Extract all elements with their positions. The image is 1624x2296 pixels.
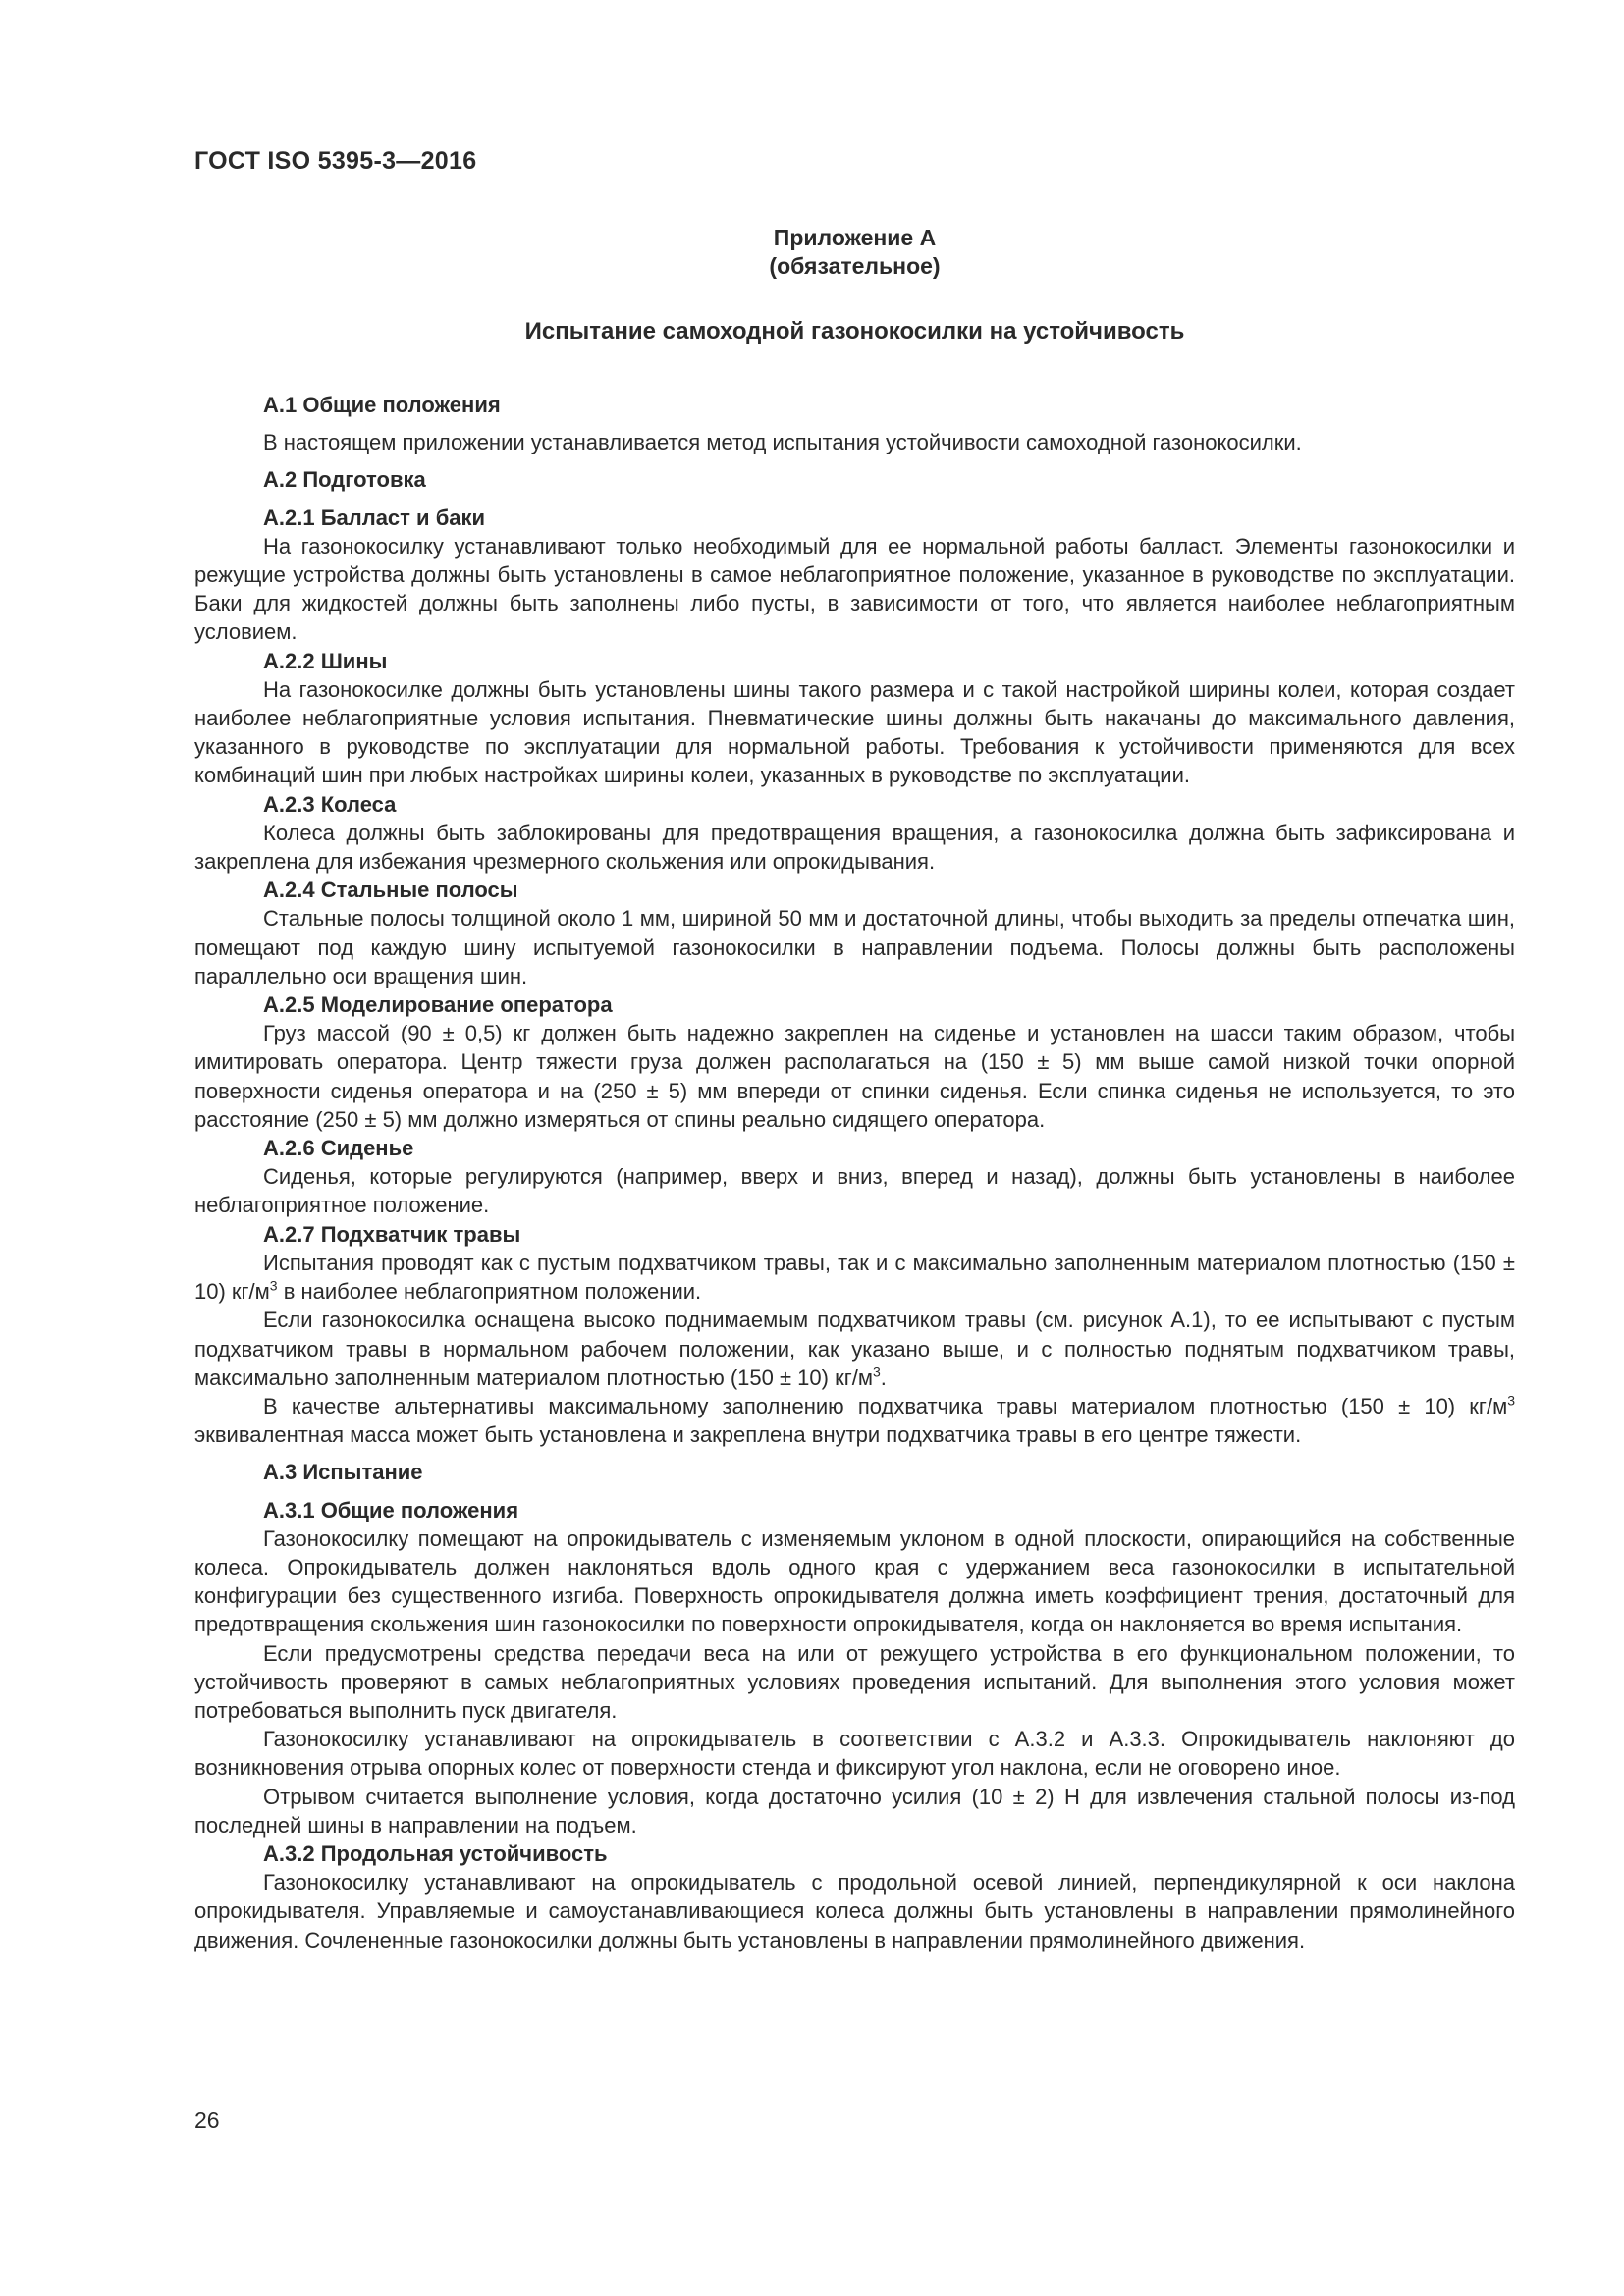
paragraph-a31-4: Отрывом считается выполнение условия, когда достаточно усилия (10 ± 2) Н для извлечения стальной полосы из-под последней шины в направлении на подъем. [194,1784,1515,1838]
page-number: 26 [194,2108,220,2133]
paragraph-a31-2: Если предусмотрены средства передачи веса на или от режущего устройства в его функциональном положении, то устойчивость проверяют в самых неблагоприятных условиях проведения испытаний. Для выполнения этого условия может потребоваться выполнить пуск двигателя. [194,1640,1515,1723]
annex-heading [194,224,1515,281]
paragraph-a32: Газонокосилку устанавливают на опрокидыватель с продольной осевой линией, перпендикулярной к оси наклона опрокидывателя. Управляемые и самоустанавливающиеся колеса должны быть установлены в направлении прямолинейного движения. Сочлененные газонокосилки должны быть установлены в направлении прямолинейного движения. [194,1870,1515,1952]
subsection-heading-a24: А.2.4 Стальные полосы [263,878,518,903]
paragraph-a24: Стальные полосы толщиной около 1 мм, шириной 50 мм и достаточной длины, чтобы выходить за пределы отпечатка шин, помещают под каждую шину испытуемой газонокосилки в направлении подъема. Полосы должны быть расположены параллельно оси вращения шин. [194,906,1515,988]
subsection-heading-a26: А.2.6 Сиденье [263,1136,414,1161]
paragraph-a27-3: В качестве альтернативы максимальному заполнению подхватчика травы материалом плотностью (150 ± 10) $кг/м^3$ эквивалентная масса может быть установлена и закреплена внутри подхватчика травы в его центре тяжести. [194,1392,1515,1448]
annex-label: Приложение А [773,225,937,250]
paragraph-a26: Сиденья, которые регулируются (например, вверх и вниз, вперед и назад), должны быть установлены в наиболее неблагоприятное положение. [194,1164,1515,1218]
paragraph-a23: Колеса должны быть заблокированы для предотвращения вращения, а газонокосилка должна быть зафиксирована и закреплена для избежания чрезмерного скольжения или опрокидывания. [194,820,1515,875]
paragraph-a25: Груз массой (90 ± 0,5) кг должен быть надежно закреплен на сиденье и установлен на шасси таким образом, чтобы имитировать оператора. Центр тяжести груза должен располагаться на (150 ± 5) мм выше самой низкой точки опорной поверхности сиденья оператора и на (250 ± 5) мм впереди от спинки сиденья. Если спинка сиденья не используется, то это расстояние (250 ± 5) мм должно измеряться от спины реально сидящего оператора. [194,1021,1515,1132]
annex-status: (обязательное) [769,253,941,279]
paragraph-a27-2: Если газонокосилка оснащена высоко поднимаемым подхватчиком травы (см. рисунок А.1), то ее испытывают с пустым подхватчиком травы в нормальном рабочем положении, как указано выше, и с полностью поднятым подхватчиком травы, максимально заполненным материалом плотностью (150 ± 10) $кг/м^3$. [194,1308,1515,1390]
section-heading-a1: А.1 Общие положения [263,393,501,417]
subsection-heading-a32: А.3.2 Продольная устойчивость [263,1841,608,1866]
document-code-header: ГОСТ ISO 5395-3—2016 [194,147,477,175]
document-body [194,391,1515,1954]
paragraph-a21: На газонокосилку устанавливают только необходимый для ее нормальной работы балласт. Элементы газонокосилки и режущие устройства должны быть установлены в самое неблагоприятное положение, указанное в руководстве по эксплуатации. Баки для жидкостей должны быть заполнены либо пусты, в зависимости от того, что является наиболее неблагоприятным условием. [194,533,1515,645]
subsection-heading-a27: А.2.7 Подхватчик травы [263,1221,521,1247]
subsection-heading-a23: А.2.3 Колеса [263,791,397,817]
paragraph-a27-1: Испытания проводят как с пустым подхватчиком травы, так и с максимально заполненным материалом плотностью (150 ± 10) $кг/м^3$ в наиболее неблагоприятном положении. [194,1250,1515,1305]
subsection-heading-a22: А.2.2 Шины [263,648,388,673]
subsection-heading-a21: А.2.1 Балласт и баки [263,505,486,530]
subsection-heading-a25: А.2.5 Моделирование оператора [263,992,613,1018]
paragraph-a22: На газонокосилке должны быть установлены шины такого размера и с такой настройкой ширины колеи, которая создает наиболее неблагоприятные условия испытания. Пневматические шины должны быть накачаны до максимального давления, указанного в руководстве по эксплуатации для нормальной работы. Требования к устойчивости применяются для всех комбинаций шин при любых настройках ширины колеи, указанных в руководстве по эксплуатации. [194,676,1515,788]
annex-title: Испытание самоходной газонокосилки на устойчивость [524,318,1185,345]
subsection-heading-a31: А.3.1 Общие положения [263,1497,519,1522]
section-heading-a3: А.3 Испытание [263,1460,423,1485]
paragraph-a1: В настоящем приложении устанавливается метод испытания устойчивости самоходной газонокосилки. [263,430,1302,455]
paragraph-a31-3: Газонокосилку устанавливают на опрокидыватель в соответствии с А.3.2 и А.3.3. Опрокидыватель наклоняют до возникновения отрыва опорных колес от поверхности стенда и фиксируют угол наклона, если не оговорено иное. [194,1727,1515,1781]
section-heading-a2: А.2 Подготовка [263,467,426,493]
paragraph-a31-1: Газонокосилку помещают на опрокидыватель с изменяемым уклоном в одной плоскости, опирающийся на собственные колеса. Опрокидыватель должен наклоняться вдоль одного края с удержанием веса газонокосилки в испытательной конфигурации без существенного изгиба. Поверхность опрокидывателя должна иметь коэффициент трения, достаточный для предотвращения скольжения шин газонокосилки по поверхности опрокидывателя, когда он наклоняется во время испытания. [194,1525,1515,1637]
